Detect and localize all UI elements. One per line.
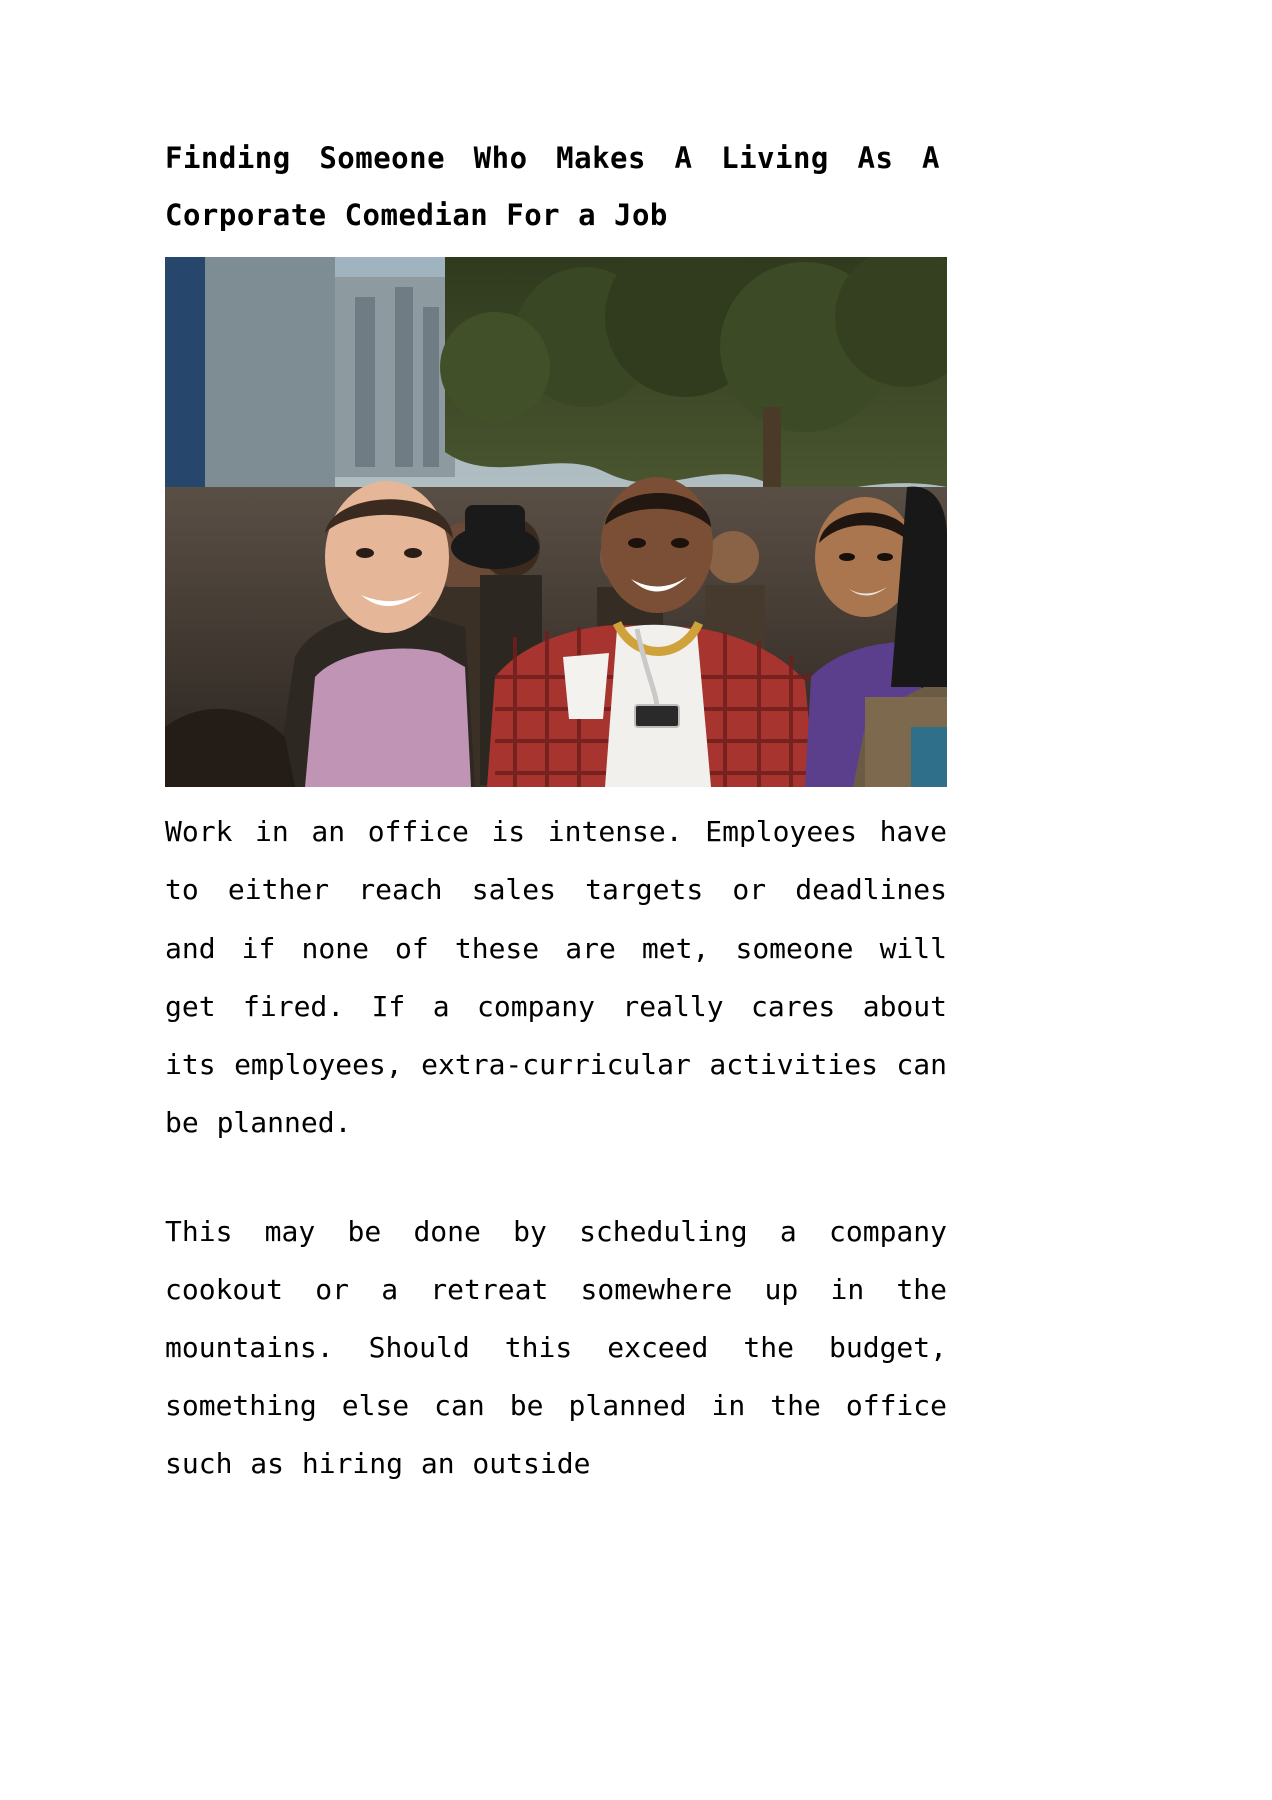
- article-photo-graphic: [165, 257, 947, 787]
- paragraph-spacer: [165, 1153, 1107, 1187]
- page-title: Finding Someone Who Makes A Living As A Corporate Comedian For a Job: [165, 141, 940, 232]
- paragraph-1: Work in an office is intense. Employees have to either reach sales targets or deadlines and if none of these are met, someone will get fired. If a company really cares about its employees, extra-curricular activities can be planned.: [165, 815, 947, 1140]
- paragraph-2: This may be done by scheduling a company cookout or a retreat somewhere up in the mountains. Should this exceed the budget, something else can be planned in the office such as hiring an outside: [165, 1214, 947, 1481]
- article-photo: [165, 257, 947, 787]
